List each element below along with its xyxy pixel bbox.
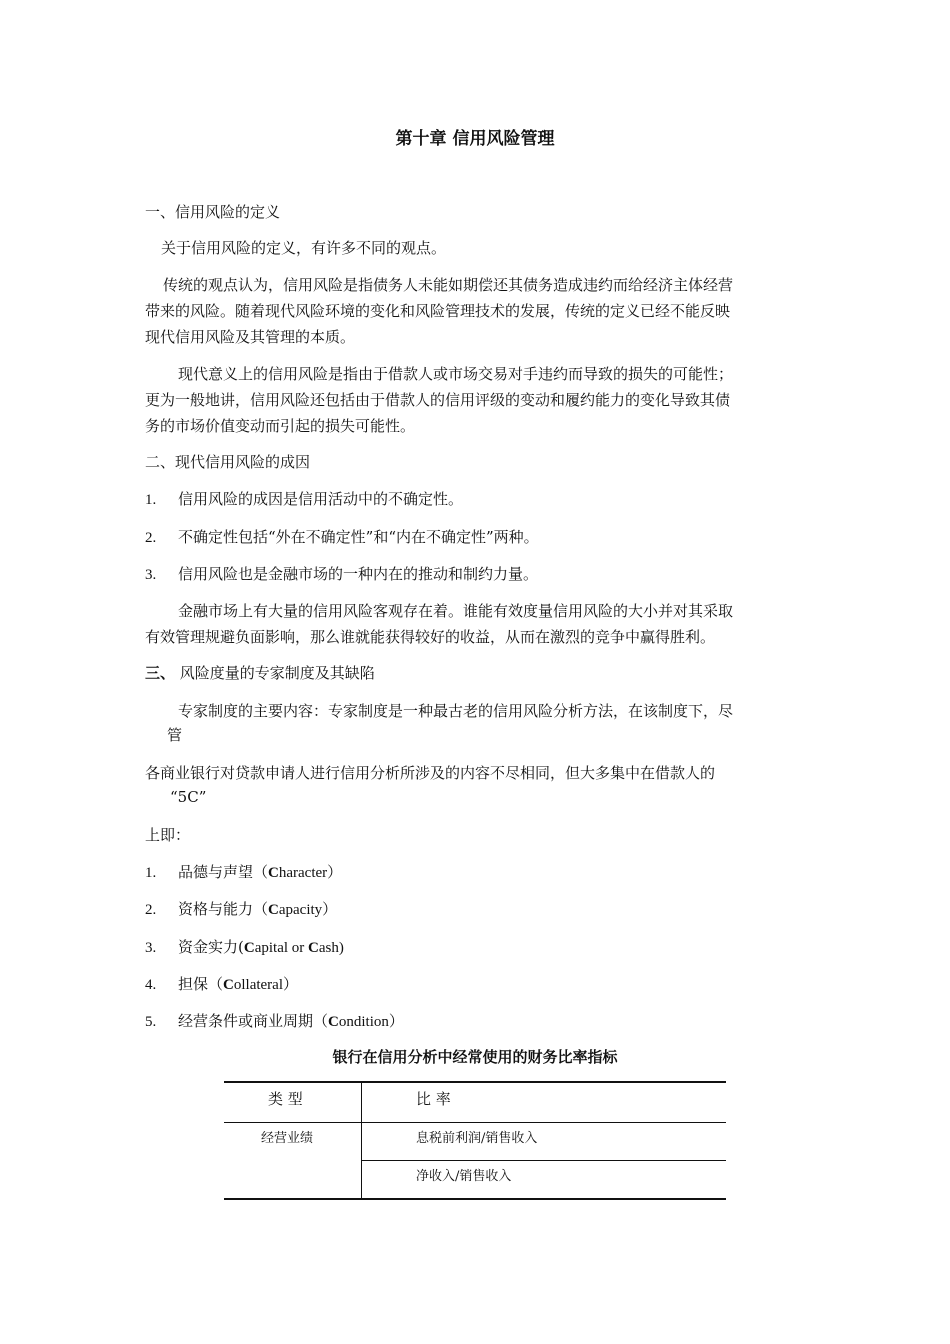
list-text: 经营条件或商业周期（ [178,1012,329,1030]
list-item [145,896,810,923]
list-text: 不确定性包括“外在不确定性”和“内在不确定性”两种。 [178,528,539,546]
paragraph-market-line1: 金融市场上有大量的信用风险客观存在着。谁能有效度量信用风险的大小并对其采取 [178,602,734,620]
section-heading-causes: 二、现代信用风险的成因 [145,453,311,471]
paragraph-namely: 上即： [145,826,191,844]
list-text: 信用风险也是金融市场的一种内在的推动和制约力量。 [178,565,539,583]
section-heading-text: 风险度量的专家制度及其缺陷 [179,664,375,682]
list-text-rest: ollateral） [233,977,298,993]
table-header-ratio: 比 率 [416,1090,451,1108]
list-number: 5. [145,1014,157,1030]
list-text-rest: ondition） [338,1014,404,1030]
paragraph-market-line2: 有效管理规避负面影响，那么谁就能获得较好的收益，从而在激烈的竞争中赢得胜利。 [145,628,716,646]
list-text-rest: ash) [318,940,344,956]
paragraph-traditional-line3: 现代信用风险及其管理的本质。 [145,328,356,346]
list-number: 2. [145,902,157,918]
section-number: 三、 [145,664,176,682]
paragraph-modern-line2: 更为一般地讲，信用风险还包括由于借款人的信用评级的变动和履约能力的变化导致其债 [145,391,731,409]
list-number: 1. [145,492,157,508]
paragraph-traditional-line2: 带来的风险。随着现代风险环境的变化和风险管理技术的发展，传统的定义已经不能反映 [145,302,731,320]
c-letter: C [243,940,255,956]
list-text: 资金实力( [178,938,244,956]
list-item [145,561,810,588]
paragraph-5c-line1: 各商业银行对贷款申请人进行信用分析所涉及的内容不尽相同，但大多集中在借款人的 [145,764,716,782]
table-title: 银行在信用分析中经常使用的财务比率指标 [332,1048,618,1066]
paragraph-intro: 关于信用风险的定义，有许多不同的观点。 [161,239,447,257]
list-text: 资格与能力（ [178,900,269,918]
list-text: 担保（ [178,975,224,993]
table-bottom-rule [224,1198,726,1200]
c-letter: C [223,977,234,993]
c-letter: C [268,902,279,918]
table-row-rule [362,1160,726,1161]
paragraph-traditional-line1: 传统的观点认为，信用风险是指债务人未能如期偿还其债务造成违约而给经济主体经营 [163,276,734,294]
c-letter: C [268,865,279,881]
list-number: 1. [145,865,157,881]
list-item [145,1008,810,1035]
c-letter: C [328,1014,339,1030]
paragraph-modern-line3: 务的市场价值变动而引起的损失可能性。 [145,417,416,435]
list-text: 品德与声望（ [178,863,269,881]
table-row-category: 经营业绩 [261,1131,314,1146]
paragraph-expert-line2: 管 [167,726,183,744]
paragraph-5c-line2: “5C” [170,788,207,806]
list-number: 3. [145,567,157,583]
list-item [145,486,810,513]
list-number: 3. [145,940,157,956]
list-number: 4. [145,977,157,993]
chapter-title: 第十章 信用风险管理 [395,129,555,149]
paragraph-expert-line1: 专家制度的主要内容：专家制度是一种最古老的信用风险分析方法，在该制度下，尽 [178,702,734,720]
table-header-type: 类 型 [268,1090,303,1108]
list-item [145,524,810,551]
section-heading-expert [145,660,810,686]
list-item [145,934,810,961]
table-column-divider [361,1082,362,1199]
c-letter: C [308,940,319,956]
table-header-rule [224,1122,726,1123]
list-item [145,859,810,886]
list-text: 信用风险的成因是信用活动中的不确定性。 [178,490,464,508]
table-top-rule [224,1081,726,1083]
section-heading-definition: 一、信用风险的定义 [145,203,281,221]
list-number: 2. [145,530,157,546]
list-text-rest: apacity） [278,902,338,918]
list-item [145,971,810,998]
table-cell-ratio: 净收入/销售收入 [416,1169,512,1184]
table-cell-ratio: 息税前利润/销售收入 [416,1131,538,1146]
paragraph-modern-line1: 现代意义上的信用风险是指由于借款人或市场交易对手违约而导致的损失的可能性； [178,365,734,383]
list-text-rest: haracter） [278,865,343,881]
list-text-rest: apital or [254,940,309,956]
